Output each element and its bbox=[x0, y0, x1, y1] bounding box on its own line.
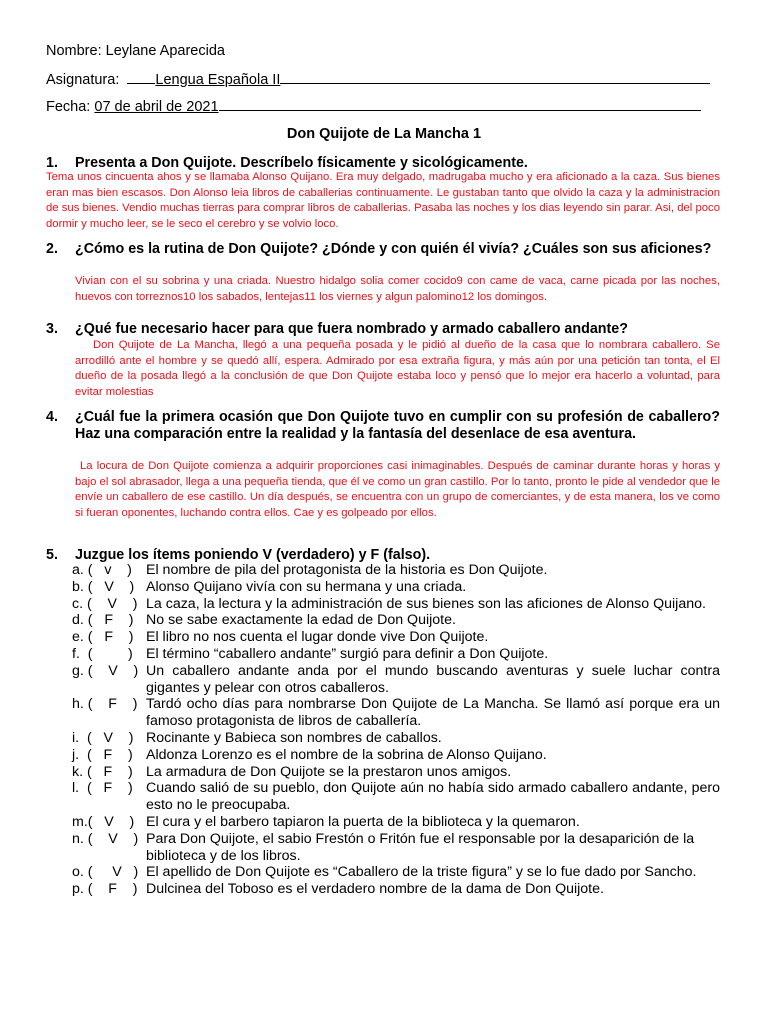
question-text: Juzgue los ítems poniendo V (verdadero) y F (falso). bbox=[75, 547, 431, 563]
item-answer-label: p. ( F ) bbox=[72, 881, 138, 898]
date-row bbox=[46, 99, 701, 115]
item-answer-label: a. ( v ) bbox=[72, 562, 132, 578]
list-item bbox=[72, 814, 720, 831]
item-answer-label: g. ( V ) bbox=[72, 662, 139, 679]
subject-lead-line bbox=[127, 82, 155, 84]
date-value: 07 de abril de 2021 bbox=[94, 99, 219, 115]
question-text: ¿Cómo es la rutina de Don Quijote? ¿Dónde y con quién él vivía? ¿Cuáles son sus aficiones? bbox=[75, 241, 712, 257]
question-text: Presenta a Don Quijote. Descríbelo físicamente y sicológicamente. bbox=[75, 155, 528, 171]
item-answer-label: e. ( F ) bbox=[72, 629, 134, 646]
list-item bbox=[72, 663, 720, 697]
item-statement: El nombre de pila del protagonista de la historia es Don Quijote. bbox=[146, 562, 548, 578]
question-text: ¿Qué fue necesario hacer para que fuera nombrado y armado caballero andante? bbox=[75, 321, 628, 337]
question-number: 5. bbox=[46, 547, 58, 563]
list-item bbox=[72, 764, 720, 781]
list-item bbox=[72, 579, 720, 596]
list-item bbox=[72, 596, 720, 613]
list-item bbox=[72, 730, 720, 747]
item-statement: No se sabe exactamente la edad de Don Quijote. bbox=[146, 612, 456, 629]
item-answer-label: j. ( F ) bbox=[72, 746, 133, 763]
item-statement: Cuando salió de su pueblo, don Quijote aún no había sido armado caballero andante, pero esto no le preocupaba. bbox=[146, 780, 720, 814]
subject-row bbox=[46, 72, 710, 88]
question-2 bbox=[46, 241, 720, 258]
question-3 bbox=[46, 321, 720, 338]
question-4 bbox=[46, 409, 720, 443]
item-statement: Para Don Quijote, el sabio Frestón o Fritón fue el responsable por la desaparición de la biblioteca y de los libros. bbox=[146, 830, 695, 864]
name-label: Nombre: bbox=[46, 43, 102, 59]
item-answer-label: i. ( V ) bbox=[72, 729, 134, 746]
item-statement: Un caballero andante anda por el mundo buscando aventuras y suele luchar contra gigantes y pelear con otros caballeros. bbox=[146, 662, 720, 696]
item-answer-label: m.( V ) bbox=[72, 813, 135, 830]
answer-4: La locura de Don Quijote comienza a adquirir proporciones casi inimaginables. Después de caminar durante horas y horas y bajo el sol abrasador, llega a una pequeña tienda, que él ve como un gran castillo. Por lo tanto, pronto le pide al vendedor que le envíe un caballero de ese castillo. Un día después, se encuentra con un grupo de comerciantes, y de esta manera, los ve como si fueran oponentes, luchando contra ellos. Cae y es golpeado por ellos. bbox=[75, 460, 720, 519]
item-statement: El término “caballero andante” surgió para definir a Don Quijote. bbox=[146, 645, 549, 662]
item-statement: Aldonza Lorenzo es el nombre de la sobrina de Alonso Quijano. bbox=[146, 746, 547, 763]
list-item bbox=[72, 831, 720, 865]
answer-3: Don Quijote de La Mancha, llegó a una pequeña posada y le pidió al dueño de la casa que lo nombrara caballero. Se arrodilló ante el hombre y se quedó allí, espera. Admirado por esa extraña figura, y más aún por una petición tan tonta, el El dueño de la posada llegó a la conclusión de que Don Quijote estaba loco y pensó que lo mejor era hacerlo a voluntad, para evitar molestias bbox=[75, 339, 720, 398]
subject-value: Lengua Española II bbox=[155, 72, 281, 88]
subject-label: Asignatura: bbox=[46, 72, 120, 88]
item-statement: El cura y el barbero tapiaron la puerta de la biblioteca y la quemaron. bbox=[146, 813, 580, 830]
item-statement: Rocinante y Babieca son nombres de caballos. bbox=[146, 729, 442, 746]
item-statement: El libro no nos cuenta el lugar donde vive Don Quijote. bbox=[146, 629, 489, 646]
question-number: 2. bbox=[46, 241, 58, 257]
item-statement: Tardó ocho días para nombrarse Don Quijote de La Mancha. Se llamó así porque era un famoso protagonista de libros de caballería. bbox=[146, 696, 720, 730]
item-answer-label: c. ( V ) bbox=[72, 595, 138, 612]
list-item bbox=[72, 696, 720, 730]
question-number: 4. bbox=[46, 409, 58, 425]
list-item bbox=[72, 747, 720, 764]
list-item bbox=[72, 780, 720, 814]
list-item bbox=[72, 881, 720, 898]
question-number: 3. bbox=[46, 321, 58, 337]
document-title: Don Quijote de La Mancha 1 bbox=[286, 126, 482, 142]
item-statement: La caza, la lectura y la administración de sus bienes son las aficiones de Alonso Quijano. bbox=[146, 595, 706, 612]
date-label: Fecha: bbox=[46, 99, 91, 115]
item-answer-label: h. ( F ) bbox=[72, 696, 138, 713]
name-value: Leylane Aparecida bbox=[105, 43, 225, 59]
answer-1: Tema unos cincuenta ahos y se llamaba Alonso Quijano. Era muy delgado, madrugaba mucho y era aficionado a la caza. Sus bienes eran mas bien escasos. Don Alonso leia libros de caballerias continuamente. Le gustaban tanto que olvido la caza y la administracion de sus bienes. Vendio muchas tierras para comprar libros de caballerias. Pasaba las noches y los dias leyendo sin parar. Asi, del poco dormir y mucho leer, se le seco el cerebro y se volvio loco. bbox=[46, 171, 720, 230]
item-answer-label: f. ( ) bbox=[72, 645, 133, 662]
item-answer-label: k. ( F ) bbox=[72, 763, 133, 780]
item-statement: El apellido de Don Quijote es “Caballero de la triste figura” y se lo fue dado por Sancho. bbox=[146, 864, 697, 881]
list-item bbox=[72, 612, 720, 629]
list-item bbox=[72, 562, 720, 579]
list-item bbox=[72, 629, 720, 646]
item-statement: Dulcinea del Toboso es el verdadero nombre de la dama de Don Quijote. bbox=[146, 881, 604, 898]
item-answer-label: n. ( V ) bbox=[72, 830, 139, 847]
list-item bbox=[72, 646, 720, 663]
question-number: 1. bbox=[46, 155, 58, 171]
item-statement: La armadura de Don Quijote se la prestaron unos amigos. bbox=[146, 763, 512, 780]
name-row bbox=[46, 43, 225, 59]
item-answer-label: b. ( V ) bbox=[72, 578, 135, 595]
item-answer-label: o. ( V ) bbox=[72, 864, 139, 881]
subject-trail-line bbox=[280, 82, 710, 84]
question-text: ¿Cuál fue la primera ocasión que Don Quijote tuvo en cumplir con su profesión de caballero? Haz una comparación entre la realidad y la fantasía del desenlace de esa aventura. bbox=[75, 409, 720, 442]
true-false-list bbox=[72, 562, 720, 898]
list-item bbox=[72, 864, 720, 881]
item-answer-label: d. ( F ) bbox=[72, 612, 134, 629]
date-trail-line bbox=[219, 109, 701, 111]
answer-2: Vivian con el su sobrina y una criada. Nuestro hidalgo solia comer cocido9 con came de vaca, carne picada por las noches, huevos con torreznos10 los sabados, lentejas11 los viernes y algun palomino12 los domingos. bbox=[75, 275, 720, 303]
item-statement: Alonso Quijano vivía con su hermana y una criada. bbox=[146, 578, 467, 595]
item-answer-label: l. ( F ) bbox=[72, 780, 133, 797]
